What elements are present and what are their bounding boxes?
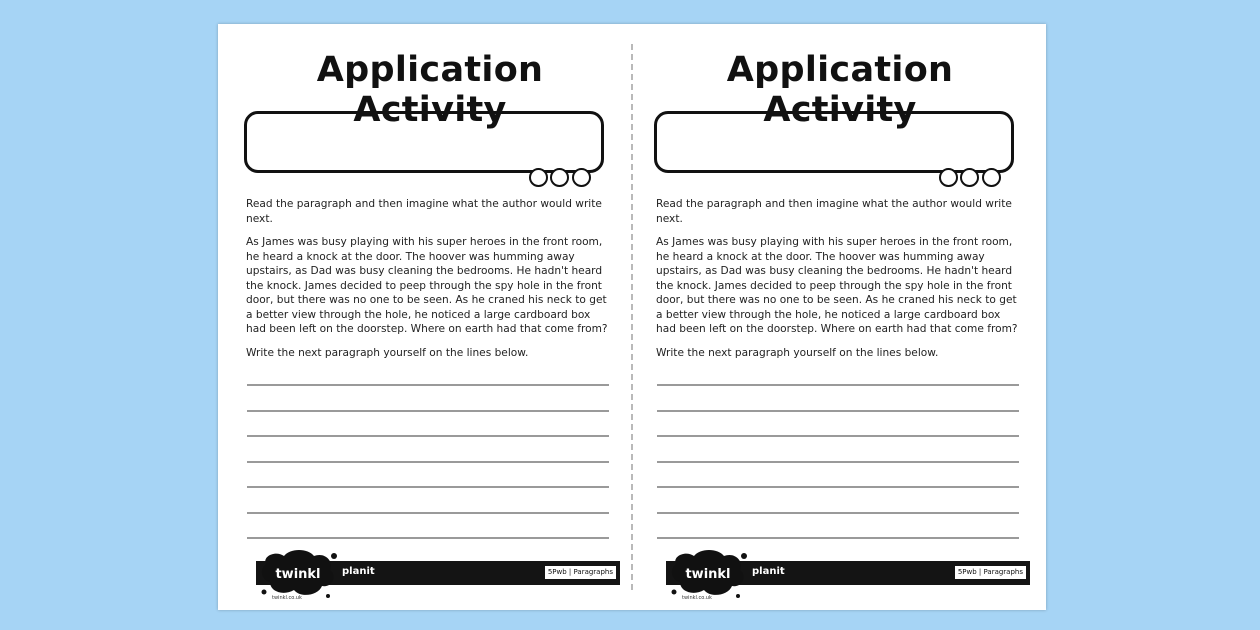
writing-lines bbox=[657, 384, 1019, 563]
story-paragraph: As James was busy playing with his super heroes in the front room, he heard a knock at the door. The hoover was humming away upstairs, as Dad was busy cleaning the bedrooms. He hadn't heard the knock. James decided to peep through the spy hole in the front door, but there was no one to be seen. As he craned his neck to get a better view through the hole, he noticed a large cardboard box had been left on the doorstep. Where on earth had that come from? bbox=[656, 236, 1018, 335]
worksheet-sheet bbox=[218, 24, 1046, 610]
planit-label: planit bbox=[752, 566, 785, 577]
worksheet-title: Application Activity bbox=[726, 50, 954, 130]
writing-line bbox=[657, 461, 1019, 463]
thought-bubble bbox=[982, 168, 1001, 187]
cut-divider bbox=[631, 44, 633, 590]
intro-text: Read the paragraph and then imagine what the author would write next. bbox=[656, 198, 1012, 225]
thought-bubble bbox=[529, 168, 548, 187]
thought-bubble bbox=[550, 168, 569, 187]
twinkl-logo-icon bbox=[258, 546, 340, 602]
writing-line bbox=[657, 410, 1019, 412]
heading-box bbox=[244, 111, 604, 173]
planit-label: planit bbox=[342, 566, 375, 577]
worksheet-right bbox=[650, 24, 1034, 610]
writing-line bbox=[247, 512, 609, 514]
heading-box bbox=[654, 111, 1014, 173]
writing-line bbox=[657, 537, 1019, 539]
writing-line bbox=[657, 512, 1019, 514]
writing-line bbox=[657, 435, 1019, 437]
thought-bubble bbox=[960, 168, 979, 187]
writing-line bbox=[247, 461, 609, 463]
writing-line bbox=[247, 410, 609, 412]
site-url: twinkl.co.uk bbox=[272, 595, 302, 601]
footer-tag: 5Pwb | Paragraphs bbox=[955, 566, 1026, 579]
worksheet-left bbox=[240, 24, 624, 610]
writing-line bbox=[657, 384, 1019, 386]
writing-lines bbox=[247, 384, 609, 563]
worksheet-title: Application Activity bbox=[316, 50, 544, 130]
footer-tag: 5Pwb | Paragraphs bbox=[545, 566, 616, 579]
writing-line bbox=[657, 486, 1019, 488]
thought-bubble bbox=[939, 168, 958, 187]
site-url: twinkl.co.uk bbox=[682, 595, 712, 601]
twinkl-logo-icon bbox=[668, 546, 750, 602]
instruction-text: Write the next paragraph yourself on the lines below. bbox=[246, 347, 529, 359]
writing-line bbox=[247, 537, 609, 539]
writing-line bbox=[247, 384, 609, 386]
thought-bubble bbox=[572, 168, 591, 187]
intro-text: Read the paragraph and then imagine what the author would write next. bbox=[246, 198, 602, 225]
writing-line bbox=[247, 435, 609, 437]
story-paragraph: As James was busy playing with his super heroes in the front room, he heard a knock at the door. The hoover was humming away upstairs, as Dad was busy cleaning the bedrooms. He hadn't heard the knock. James decided to peep through the spy hole in the front door, but there was no one to be seen. As he craned his neck to get a better view through the hole, he noticed a large cardboard box had been left on the doorstep. Where on earth had that come from? bbox=[246, 236, 608, 335]
logo-text: twinkl bbox=[275, 567, 321, 582]
writing-line bbox=[247, 486, 609, 488]
logo-text: twinkl bbox=[685, 567, 731, 582]
instruction-text: Write the next paragraph yourself on the lines below. bbox=[656, 347, 939, 359]
